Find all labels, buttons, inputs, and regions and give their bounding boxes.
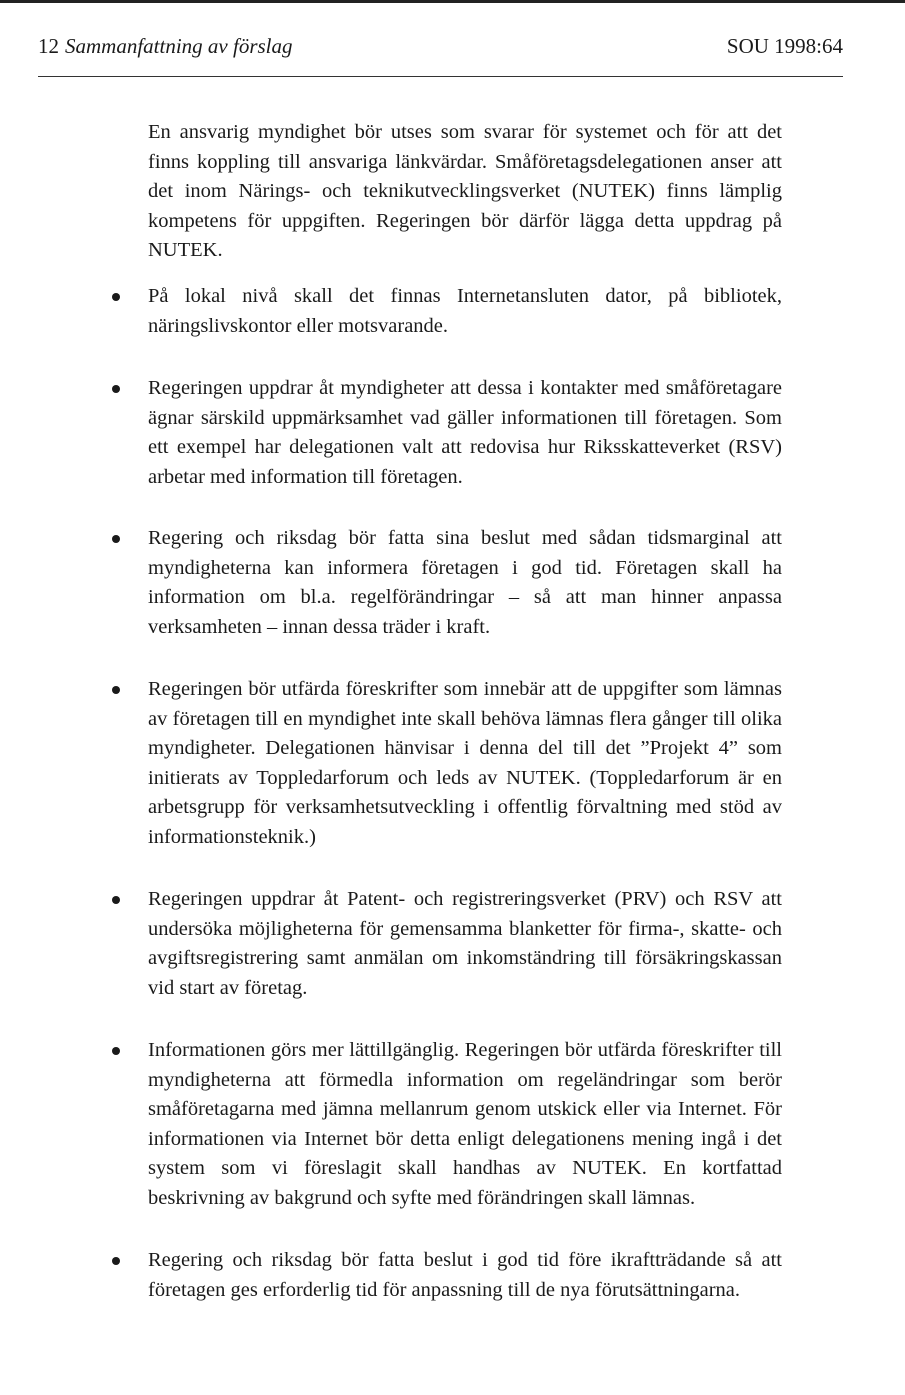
intro-paragraph: En ansvarig myndighet bör utses som svarar för systemet och för att det finns koppling till ansvariga länkvärdar. Småföretagsdelegationen anser att det inom Närings- och teknikutvecklingsverket (NUTEK) finns lämplig kompetens för uppgiften. Regeringen bör därför lägga detta uppdrag på NUTEK. xyxy=(148,121,782,261)
bullet-item xyxy=(112,1036,782,1213)
bullet-dot-icon xyxy=(112,896,120,904)
bullet-text: På lokal nivå skall det finnas Internetansluten dator, på bibliotek, näringslivskontor eller motsvarande. xyxy=(148,285,782,337)
bullet-dot-icon xyxy=(112,535,120,543)
header-divider xyxy=(38,76,843,77)
bullet-dot-icon xyxy=(112,686,120,694)
bullet-item xyxy=(112,1246,782,1305)
bullet-item xyxy=(112,282,782,341)
bullet-dot-icon xyxy=(112,385,120,393)
bullet-item xyxy=(112,524,782,642)
bullet-text: Regering och riksdag bör fatta beslut i god tid före ikraftträdande så att företagen ges erforderlig tid för anpassning till de nya förutsättningarna. xyxy=(148,1249,782,1301)
section-title: Sammanfattning av förslag xyxy=(65,34,293,58)
header-left xyxy=(38,34,293,59)
bullet-dot-icon xyxy=(112,1047,120,1055)
document-id: SOU 1998:64 xyxy=(726,34,843,58)
page-number: 12 xyxy=(38,34,59,58)
bullet-item xyxy=(112,675,782,852)
bullet-text: Informationen görs mer lättillgänglig. Regeringen bör utfärda föreskrifter till myndigheterna att förmedla information om regeländringar som berör småföretagarna med jämna mellanrum genom utskick eller via Internet. För informationen via Internet bör detta enligt delegationens mening ingå i det system som vi föreslagit skall handhas av NUTEK. En kortfattad beskrivning av bakgrund och syfte med förändringen skall lämnas. xyxy=(148,1039,782,1209)
bullet-dot-icon xyxy=(112,293,120,301)
page-header xyxy=(38,34,843,64)
bullet-text: Regeringen uppdrar åt myndigheter att dessa i kontakter med småföretagare ägnar särskild uppmärksamhet vad gäller informationen till företagen. Som ett exempel har delegationen valt att redovisa hur Riksskatteverket (RSV) arbetar med information till företagen. xyxy=(148,377,782,488)
bullet-dot-icon xyxy=(112,1257,120,1265)
bullet-text: Regeringen uppdrar åt Patent- och registreringsverket (PRV) och RSV att undersöka möjligheterna för gemensamma blanketter för firma-, skatte- och avgiftsregistrering samt anmälan om inkomständring till försäkringskassan vid start av företag. xyxy=(148,888,782,999)
bullet-item xyxy=(112,374,782,492)
bullet-list xyxy=(112,282,782,1305)
bullet-item xyxy=(112,885,782,1003)
bullet-text: Regeringen bör utfärda föreskrifter som innebär att de uppgifter som lämnas av företagen till en myndighet inte skall behöva lämnas flera gånger till olika myndigheter. Delegationen hänvisar i denna del till det ”Projekt 4” som initierats av Toppledarforum och leds av NUTEK. (Toppledarforum är en arbetsgrupp för verksamhetsutveckling i offentlig förvaltning med stöd av informationsteknik.) xyxy=(148,678,782,848)
bullet-text: Regering och riksdag bör fatta sina beslut med sådan tidsmarginal att myndigheterna kan informera företagen i god tid. Företagen skall ha information om bl.a. regelförändringar – så att man hinner anpassa verksamheten – innan dessa träder i kraft. xyxy=(148,527,782,638)
top-edge-rule xyxy=(0,0,905,3)
